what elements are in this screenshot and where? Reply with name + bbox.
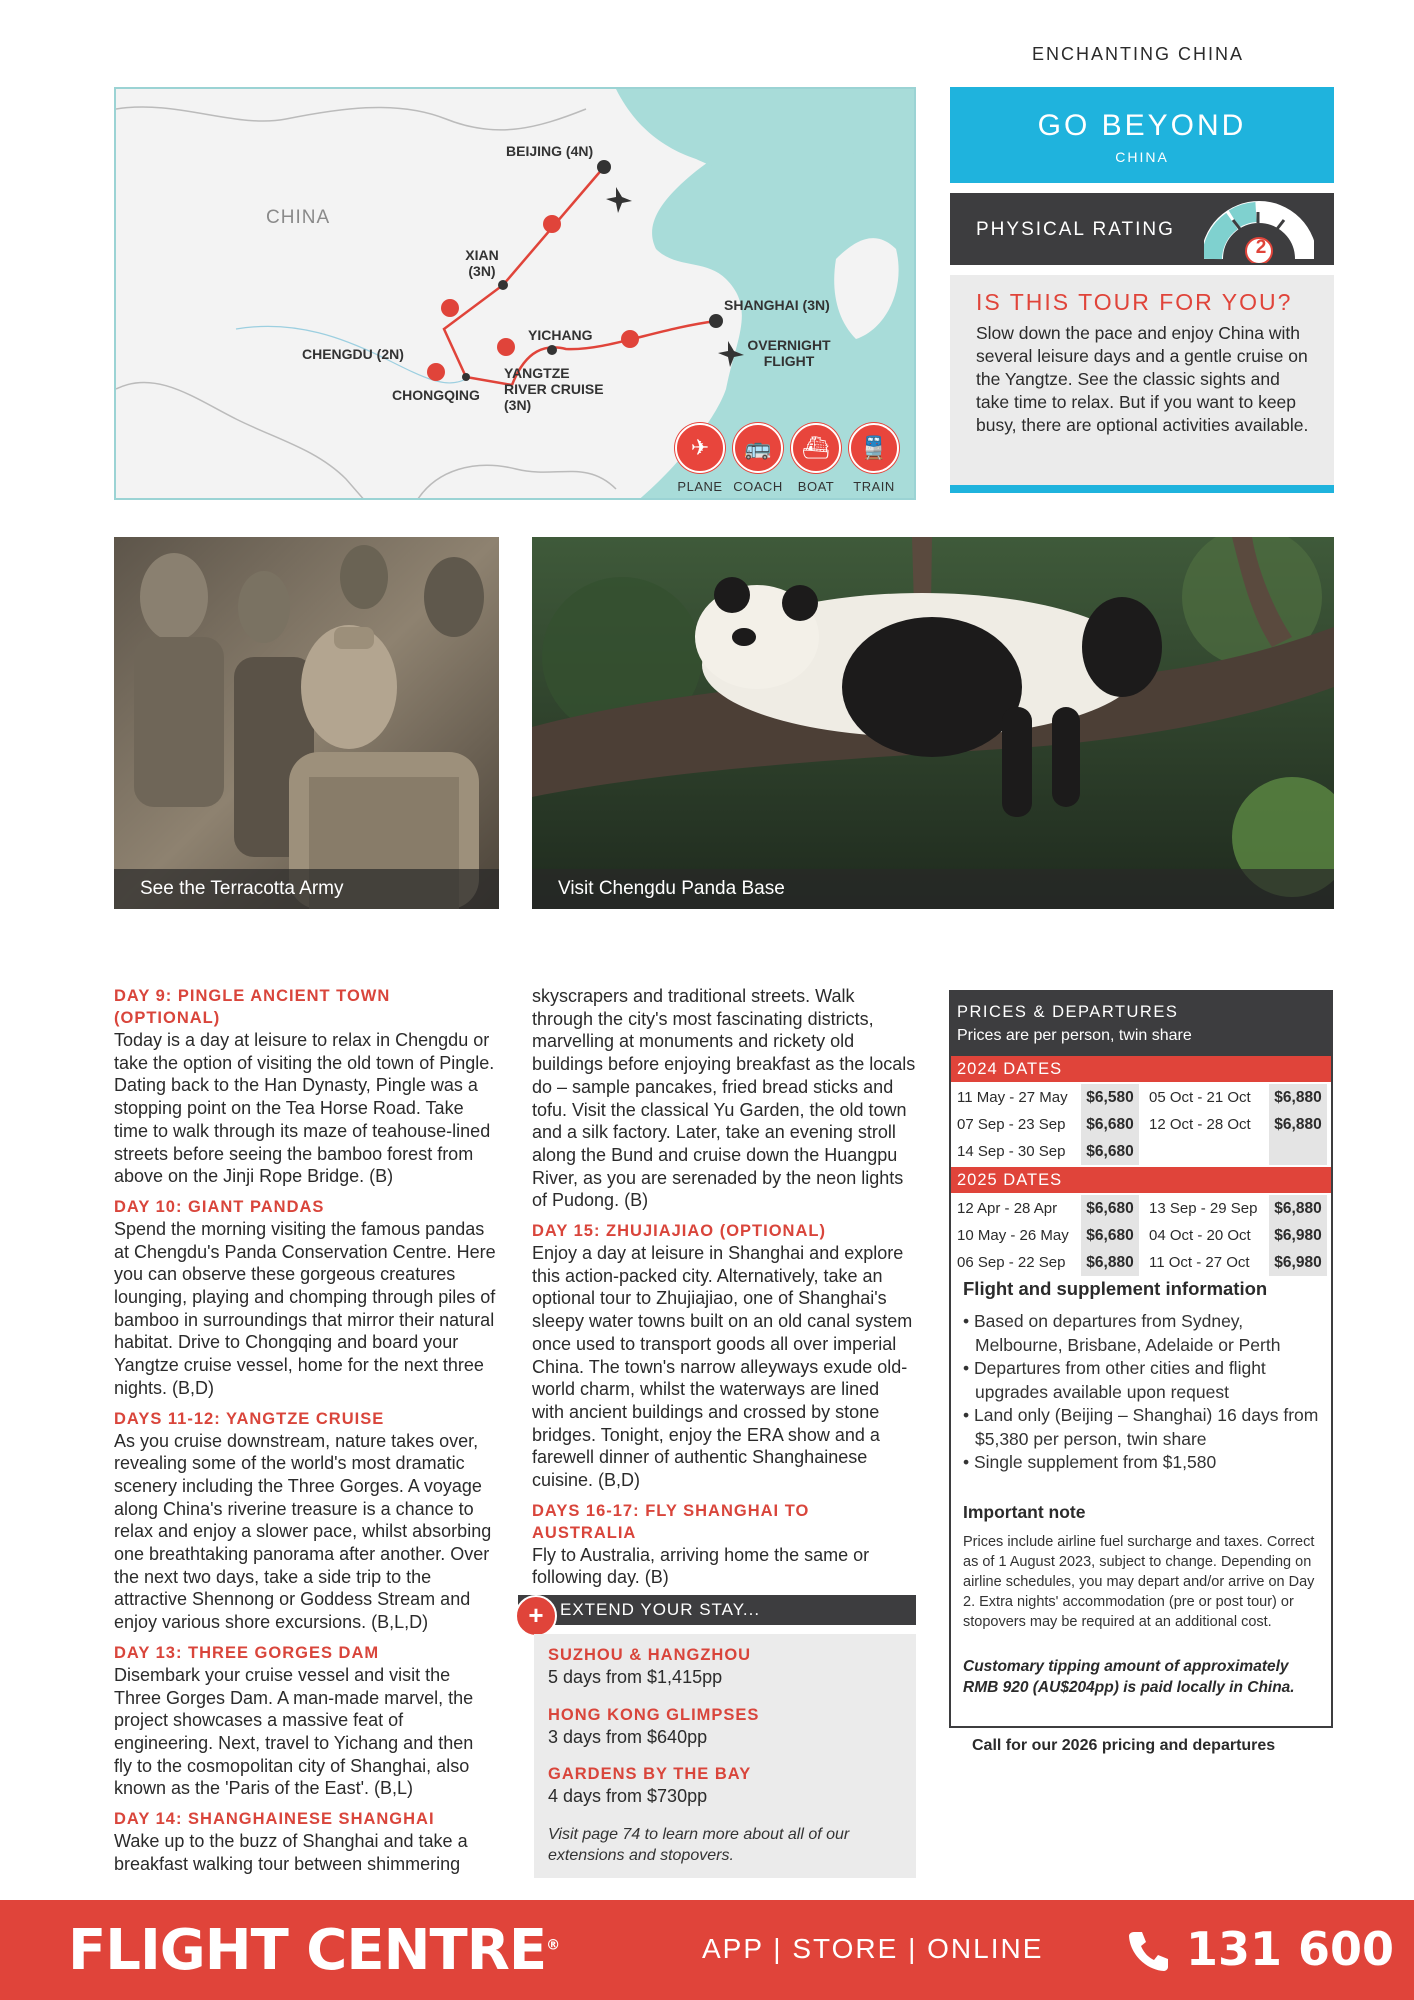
map-city-chongqing: CHONGQING [392, 387, 480, 403]
day-heading: DAYS 16-17: FLY SHANGHAI TO AUSTRALIA [532, 1501, 810, 1542]
flight-centre-logo: FLIGHT CENTRE® [68, 1918, 560, 1983]
footer-phone-number: 131 600 [1186, 1922, 1395, 1976]
physical-rating-label: PHYSICAL RATING [976, 219, 1175, 240]
terracotta-image [114, 537, 499, 909]
list-item: • Based on departures from Sydney, Melbourne, Brisbane, Adelaide or Perth [963, 1311, 1281, 1355]
day-text: Fly to Australia, arriving home the same or following day. (B) [532, 1544, 870, 1588]
day-text: Disembark your cruise vessel and visit the Three Gorges Dam. A man-made marvel, the project showcases a massive feat of engineering. Next, travel to Yichang and then fly to the cosmopolitan city of Shanghai, also known as the 'Paris of the East'. (B,L) [114, 1664, 474, 1799]
extend-stay-box [534, 1634, 916, 1878]
day-text: Wake up to the buzz of Shanghai and take a breakfast walking tour between shimmering [114, 1831, 468, 1874]
terracotta-caption: See the Terracotta Army [114, 869, 499, 909]
go-beyond-banner [950, 87, 1334, 183]
map-city-xian: XIAN (3N) [465, 247, 499, 279]
prices-subtitle: Prices are per person, twin share [957, 1027, 1192, 1044]
extension-item: SUZHOU & HANGZHOU 5 days from $1,415pp [548, 1646, 752, 1687]
call-for-pricing: Call for our 2026 pricing and departures [972, 1737, 1276, 1754]
day-text: Enjoy a day at leisure in Shanghai and explore this action-packed city. Alternatively, take an optional tour to Zhujiajiao, one of Shanghai's sleepy water towns built on an old canal system once used to transport goods all over imperial China. The town's narrow alleyways exude old-world charm, whilst the waterways are lined with ancient buildings and crossed by stone bridges. Tonight, enjoy the ERA show and a farewell dinner of authentic Shanghainese cuisine. (B,D) [532, 1243, 913, 1491]
go-beyond-subtitle: CHINA [1115, 149, 1169, 165]
extension-note: Visit page 74 to learn more about all of our extensions and stopovers. [548, 1826, 850, 1864]
important-note-heading: Important note [963, 1502, 1086, 1522]
itinerary-column-1 [114, 985, 496, 1876]
plus-icon: + [515, 1595, 557, 1637]
tour-for-you-heading: IS THIS TOUR FOR YOU? [976, 289, 1293, 315]
section-title: ENCHANTING CHINA [1031, 44, 1244, 64]
map-city-chengdu: CHENGDU (2N) [302, 346, 404, 362]
panda-caption: Visit Chengdu Panda Base [532, 869, 1334, 909]
price-row: 07 Sep - 23 Sep $6,680 12 Oct - 28 Oct $6,880 [951, 1111, 1331, 1138]
terracotta-photo [114, 537, 499, 909]
boat-icon: ⛴ [791, 423, 841, 473]
go-beyond-title: GO BEYOND [1037, 109, 1247, 142]
legend-plane: ✈ PLANE [670, 423, 730, 494]
footer-bar [0, 1900, 1414, 2000]
price-row: 11 May - 27 May $6,580 05 Oct - 21 Oct $6,880 [951, 1084, 1331, 1111]
day-heading: DAY 10: GIANT PANDAS [114, 1197, 325, 1216]
day-text: Today is a day at leisure to relax in Chengdu or take the option of visiting the old town of Pingle. Dating back to the Han Dynasty, Pingle was a stopping point on the Tea Horse Road. Take time to walk through its maze of teahouse-lined streets before seeing the bamboo forest from above on the Jinji Rope Bridge. (B) [114, 1030, 495, 1187]
year-2025-header: 2025 DATES [951, 1167, 1331, 1193]
extend-stay-title: EXTEND YOUR STAY... [560, 1600, 761, 1619]
map-yangtze-cruise: YANGTZE RIVER CRUISE (3N) [504, 365, 604, 413]
itinerary-column-2 [532, 985, 916, 1589]
physical-rating [950, 193, 1334, 265]
tour-for-you [950, 275, 1334, 493]
day-text: As you cruise downstream, nature takes over, revealing some of the world's most dramatic scenery including the Three Gorges. A voyage along China's riverine treasure is a chance to relax and enjoy a slower pace, whilst absorbing one breathtaking panorama after another. Over the next two days, take a side trip to the attractive Shennong or Goddess Stream and enjoy various shore excursions. (B,L,D) [114, 1430, 492, 1633]
legend-coach: 🚌 COACH [728, 423, 788, 494]
physical-rating-value: 2 [1255, 237, 1267, 258]
tour-for-you-text: Slow down the pace and enjoy China with several leisure days and a gentle cruise on the Yangtze. See the classic sights and take time to relax. But if you want to keep busy, there are optional activities available. [976, 323, 1309, 435]
route-map [114, 87, 916, 500]
price-row: 12 Apr - 28 Apr $6,680 13 Sep - 29 Sep $6,880 [951, 1195, 1331, 1222]
map-overnight-flight: OVERNIGHT FLIGHT [747, 337, 831, 369]
prices-header [951, 992, 1331, 1056]
day-text: Spend the morning visiting the famous pandas at Chengdu's Panda Conservation Centre. Here you can observe these gorgeous creatures lounging, playing and chomping through piles of bamboo in surroundings that mirror their natural habitat. Drive to Chongqing and board your Yangtze cruise vessel, home for the next three nights. (B,D) [114, 1218, 496, 1398]
extension-item: HONG KONG GLIMPSES 3 days from $640pp [548, 1706, 760, 1747]
panda-photo [532, 537, 1334, 909]
day-heading: DAY 14: SHANGHAINESE SHANGHAI [114, 1810, 435, 1829]
day-heading: DAY 15: ZHUJIAJIAO (OPTIONAL) [532, 1222, 826, 1241]
legend-boat: ⛴ BOAT [786, 423, 846, 494]
day-text: skyscrapers and traditional streets. Walk through the city's most fascinating districts, marvelling at monuments and rickety old buildings before enjoying breakfast as the locals do – sample pancakes, fried bread sticks and tofu. Visit the classical Yu Garden, the old town and a silk factory. Later, take an evening stroll along the Bund and cruise down the Huangpu River, as you are serenaded by the neon lights of Pudong. (B) [532, 986, 916, 1211]
tour-for-you-accent-bar [950, 485, 1334, 493]
plane-icon: ✈ [675, 423, 725, 473]
list-item: • Single supplement from $1,580 [963, 1452, 1217, 1472]
price-row: 14 Sep - 30 Sep $6,680 [951, 1138, 1331, 1165]
train-icon: 🚆 [849, 423, 899, 473]
list-item: • Departures from other cities and flight upgrades available upon request [963, 1358, 1266, 1402]
footer-channels: APP | STORE | ONLINE [702, 1933, 1044, 1964]
day-heading: DAY 9: PINGLE ANCIENT TOWN (OPTIONAL) [114, 987, 391, 1027]
day-heading: DAYS 11-12: YANGTZE CRUISE [114, 1409, 385, 1428]
map-city-yichang: YICHANG [528, 327, 593, 343]
day-heading: DAY 13: THREE GORGES DAM [114, 1643, 380, 1662]
year-2024-header: 2024 DATES [951, 1056, 1331, 1082]
prices-title: PRICES & DEPARTURES [957, 1003, 1179, 1021]
flight-supplement-heading: Flight and supplement information [963, 1278, 1268, 1299]
extension-item: GARDENS BY THE BAY 4 days from $730pp [548, 1765, 752, 1806]
map-city-shanghai: SHANGHAI (3N) [724, 297, 830, 313]
list-item: • Land only (Beijing – Shanghai) 16 days from $5,380 per person, twin share [963, 1405, 1319, 1449]
tipping-note: Customary tipping amount of approximately RMB 920 (AU$204pp) is paid locally in China. [963, 1658, 1295, 1696]
map-country-label: CHINA [266, 207, 331, 228]
extend-stay-bar [518, 1595, 916, 1625]
prices-departures-panel [949, 990, 1333, 1728]
phone-icon [1126, 1928, 1170, 1972]
legend-train: 🚆 TRAIN [844, 423, 904, 494]
important-note-text: Prices include airline fuel surcharge and taxes. Correct as of 1 August 2023, subject to change. Depending on airline schedules, you may depart and/or arrive on Day 2. Extra nights' accommodation (pre or post tour) or stopovers may be required at an additional cost. [963, 1534, 1315, 1630]
panda-image [532, 537, 1334, 909]
price-row: 06 Sep - 22 Sep $6,880 11 Oct - 27 Oct $6,980 [951, 1249, 1331, 1276]
price-row: 10 May - 26 May $6,680 04 Oct - 20 Oct $6,980 [951, 1222, 1331, 1249]
coach-icon: 🚌 [733, 423, 783, 473]
map-city-beijing: BEIJING (4N) [506, 143, 594, 159]
flight-supplement-list [963, 1310, 1323, 1475]
